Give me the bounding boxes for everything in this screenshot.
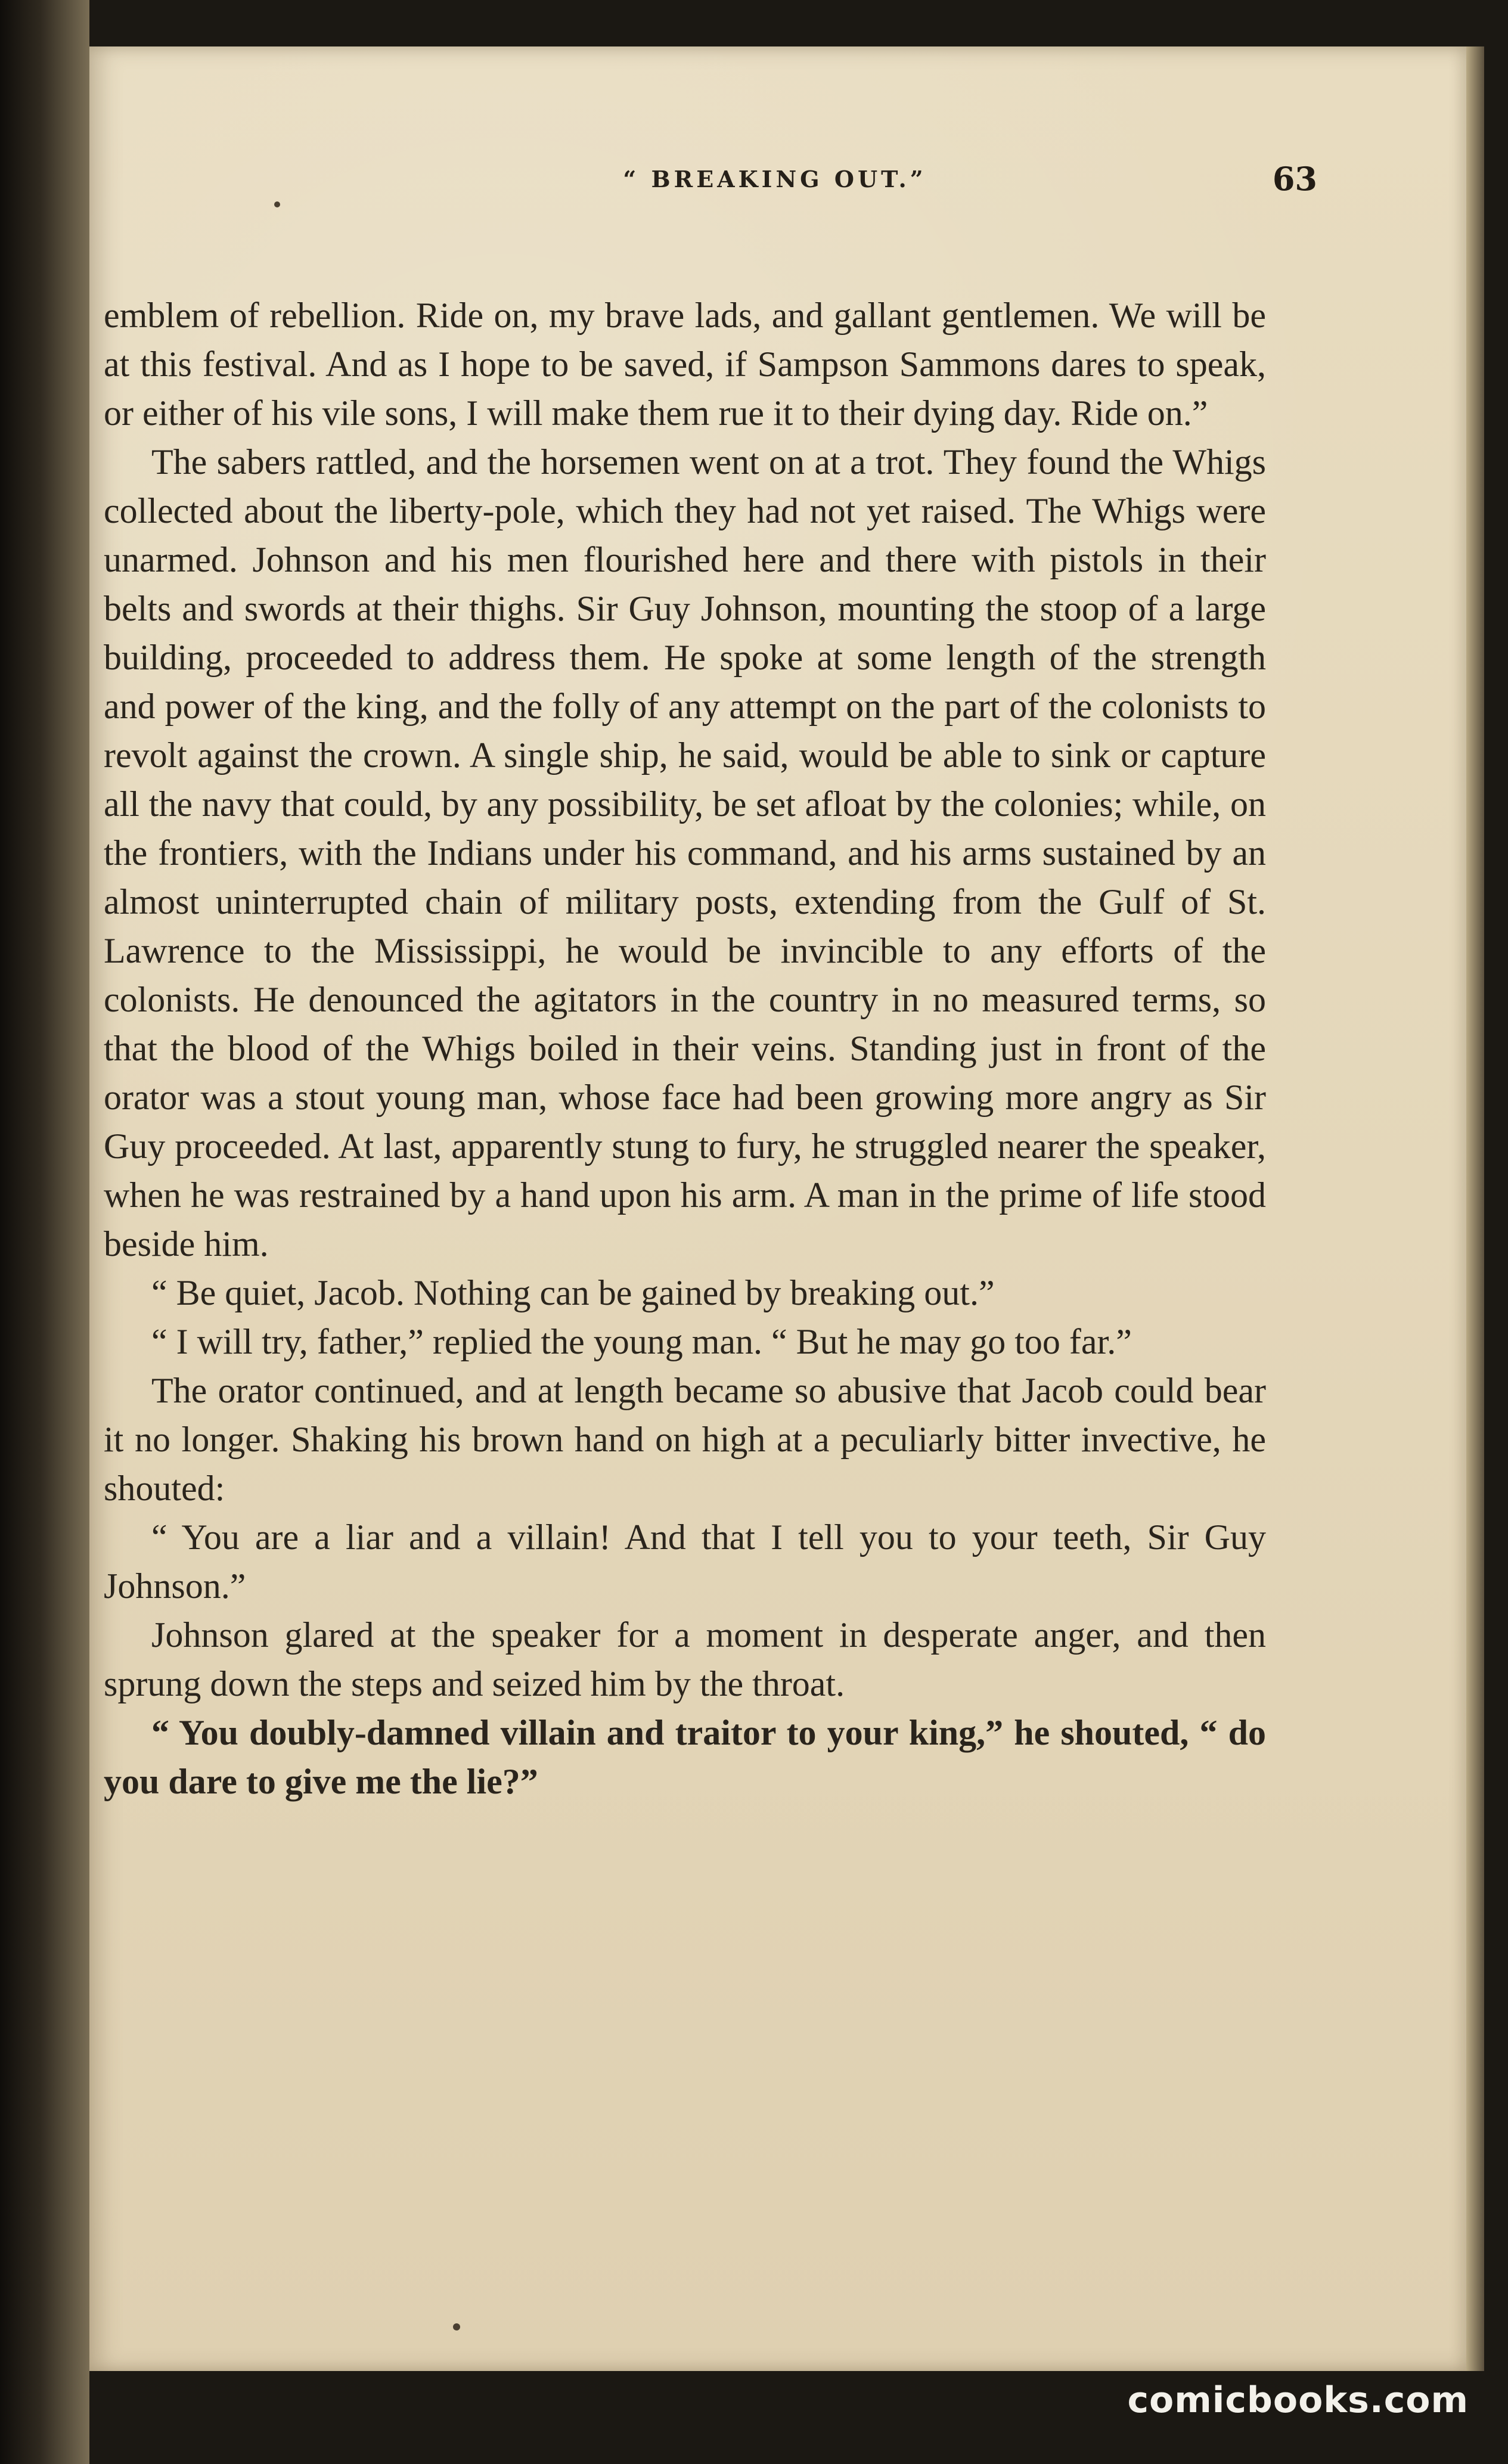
page-number: 63 — [1272, 160, 1317, 198]
book-spine-shadow — [0, 0, 89, 2464]
ink-spot — [453, 2323, 460, 2330]
paragraph-7: Johnson glared at the speaker for a moment in desperate anger, and then sprung down the steps and seized him by the throat. — [104, 1615, 1266, 1703]
paragraph-2: The sabers rattled, and the horsemen went on at a trot. They found the Whigs collected about the liberty-pole, which they had not yet raised. The Whigs were unarmed. Johnson and his men flourished here and there with pistols in their belts and swords at their thighs. Sir Guy Johnson, mounting the stoop of a large building, proceeded to address them. He spoke at some length of the strength and power of the king, and the folly of any attempt on the part of the colonists to revolt against the crown. A single ship, he said, would be able to sink or capture all the navy that could, by any possibility, be set afloat by the colonies; while, on the frontiers, with the Indians under his command, and his arms sustained by an almost uninterrupted chain of military posts, extending from the Gulf of St. Lawrence to the Mississippi, he would be invincible to any efforts of the colonists. He denounced the agitators in the country in no measured terms, so that the blood of the Whigs boiled in their veins. Standing just in front of the orator was a stout young man, whose face had been growing more angry as Sir Guy proceeded. At last, apparently stung to fury, he struggled nearer the speaker, when he was restrained by a hand upon his arm. A man in the prime of life stood beside him. — [104, 442, 1266, 1264]
paragraph-8: “ You doubly-damned villain and traitor to your king,” he shouted, “ do you dare to give me the lie?” — [104, 1713, 1266, 1801]
book-page — [89, 46, 1466, 2371]
running-head — [89, 160, 1466, 213]
page-body-text — [104, 291, 1266, 1806]
page-edge — [1466, 46, 1484, 2371]
paragraph-5: The orator continued, and at length became so abusive that Jacob could bear it no longer. Shaking his brown hand on high at a peculiarly bitter invective, he shouted: — [104, 1371, 1266, 1508]
paragraph-4: “ I will try, father,” replied the young man. “ But he may go too far.” — [151, 1322, 1132, 1361]
paragraph-1: emblem of rebellion. Ride on, my brave lads, and gallant gentlemen. We will be at this festival. And as I hope to be saved, if Sampson Sammons dares to speak, or either of his vile sons, I will make them rue it to their dying day. Ride on.” — [104, 296, 1266, 433]
site-watermark: comicbooks.com — [1127, 2379, 1469, 2421]
chapter-title: “ BREAKING OUT.” — [623, 166, 927, 193]
paragraph-6: “ You are a liar and a villain! And that I tell you to your teeth, Sir Guy Johnson.” — [104, 1517, 1266, 1606]
paragraph-3: “ Be quiet, Jacob. Nothing can be gained by breaking out.” — [151, 1273, 995, 1312]
